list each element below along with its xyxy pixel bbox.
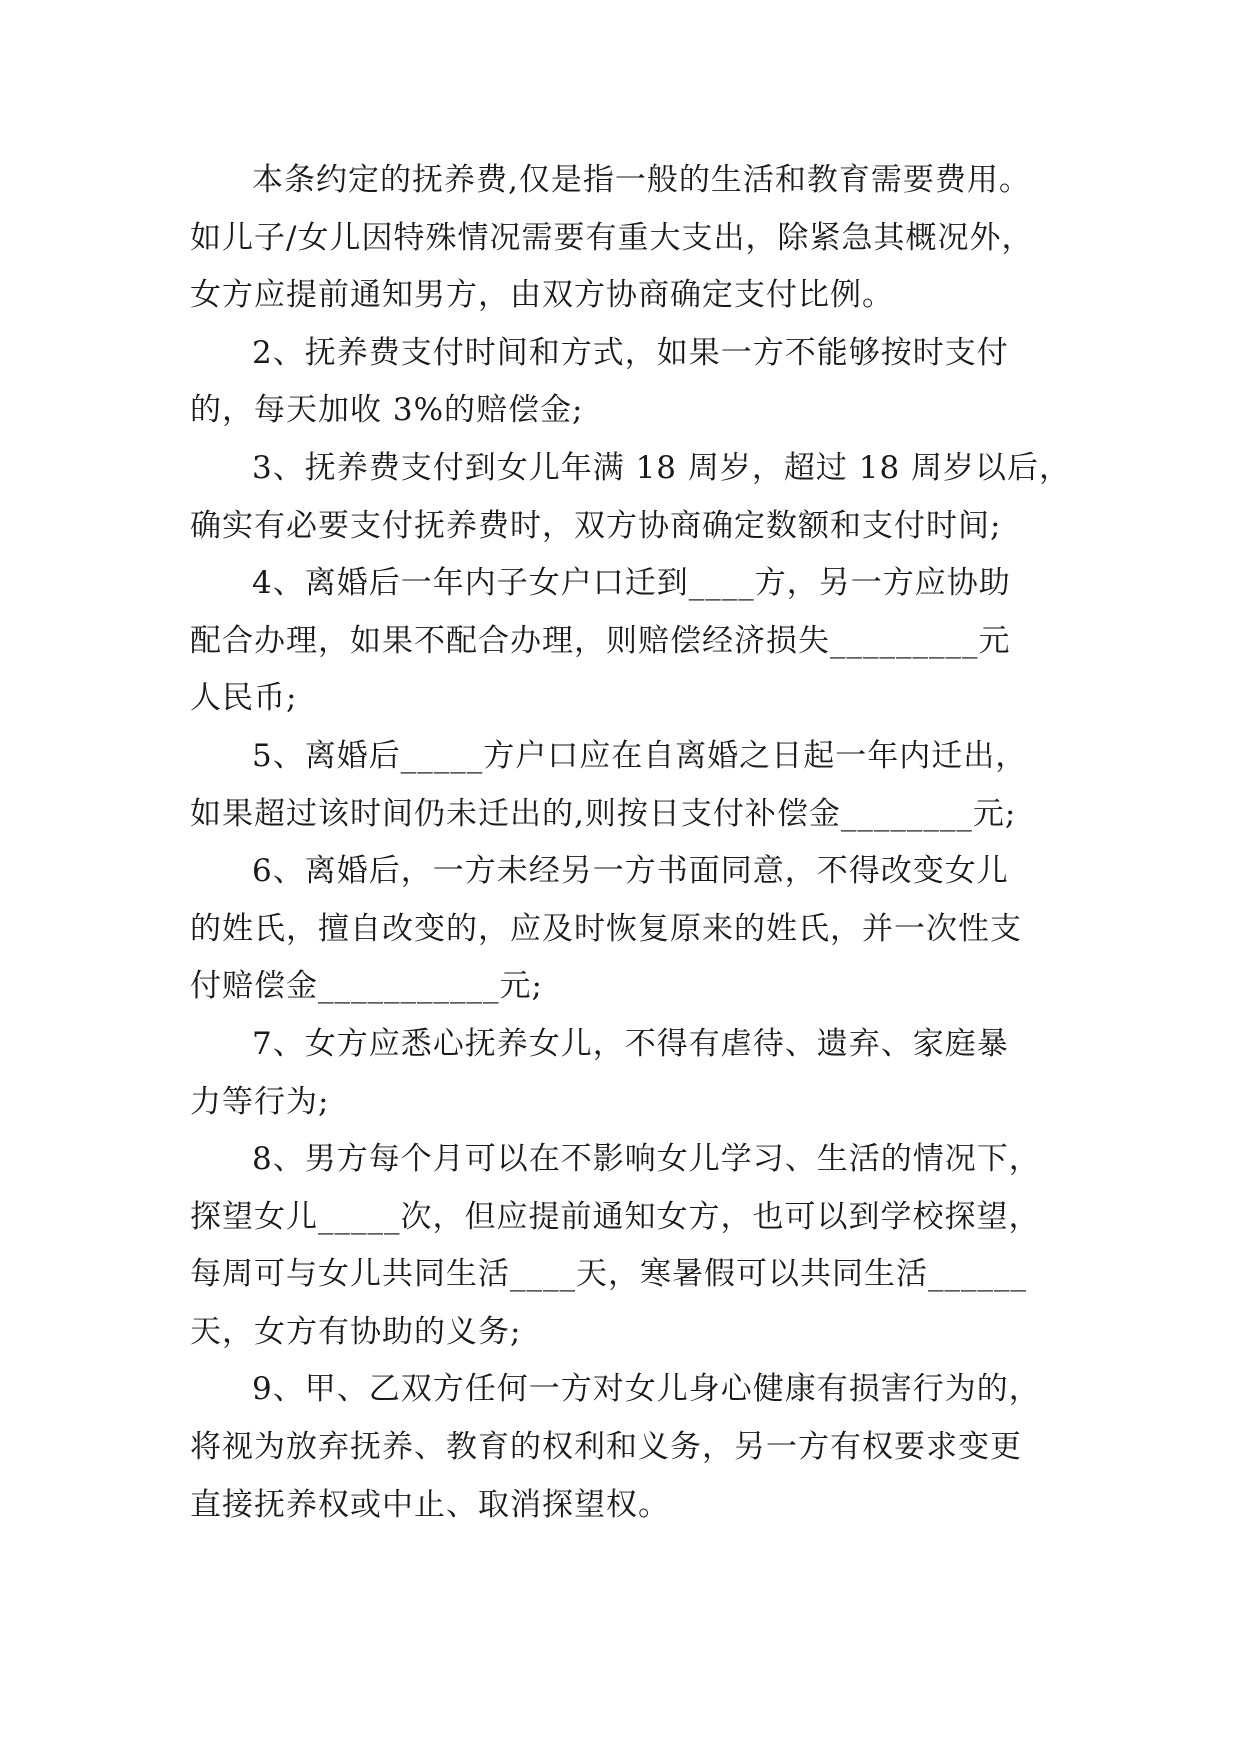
document-text-line: 每周可与女儿共同生活____天，寒暑假可以共同生活______ [190, 1256, 1027, 1293]
document-text-line: 将视为放弃抚养、教育的权利和义务，另一方有权要求变更 [190, 1429, 1022, 1466]
document-text-line: 直接抚养权或中止、取消探望权。 [190, 1486, 670, 1523]
document-text-line: 如果超过该时间仍未迁出的,则按日支付补偿金________元; [190, 795, 1017, 832]
document-text-line: 女方应提前通知男方，由双方协商确定支付比例。 [190, 277, 894, 314]
document-text-line: 人民币; [190, 680, 298, 717]
document-text-line: 配合办理，如果不配合办理，则赔偿经济损失_________元 [190, 622, 1011, 659]
document-text-line: 付赔偿金___________元; [190, 968, 543, 1005]
document-text-line: 天，女方有协助的义务; [190, 1313, 522, 1350]
document-text-line: 如儿子/女儿因特殊情况需要有重大支出，除紧急其概况外， [190, 219, 1034, 256]
document-text-line: 确实有必要支付抚养费时，双方协商确定数额和支付时间; [190, 507, 1002, 544]
document-text-line: 本条约定的抚养费,仅是指一般的生活和教育需要费用。 [252, 162, 1031, 198]
document-text-line: 的，每天加收 3%的赔偿金; [190, 392, 584, 429]
document-text-line: 的姓氏，擅自改变的，应及时恢复原来的姓氏，并一次性支 [190, 910, 1022, 947]
document-text-line: 6、离婚后，一方未经另一方书面同意，不得改变女儿 [252, 853, 1009, 890]
document-text-line: 5、离婚后_____方户口应在自离婚之日起一年内迁出， [252, 737, 1028, 774]
document-text-line: 4、离婚后一年内子女户口迁到____方，另一方应协助 [252, 565, 1011, 602]
document-text-line: 3、抚养费支付到女儿年满 18 周岁，超过 18 周岁以后， [252, 449, 1072, 486]
document-body [190, 152, 1080, 1534]
document-text-line: 7、女方应悉心抚养女儿，不得有虐待、遗弃、家庭暴 [252, 1025, 1009, 1062]
document-text-line: 力等行为; [190, 1083, 330, 1120]
document-text-line: 2、抚养费支付时间和方式，如果一方不能够按时支付 [252, 334, 1009, 371]
document-text-line: 8、男方每个月可以在不影响女儿学习、生活的情况下， [252, 1141, 1041, 1178]
document-text-line: 9、甲、乙双方任何一方对女儿身心健康有损害行为的， [252, 1371, 1041, 1408]
document-text-line: 探望女儿_____次，但应提前通知女方，也可以到学校探望， [190, 1198, 1041, 1235]
